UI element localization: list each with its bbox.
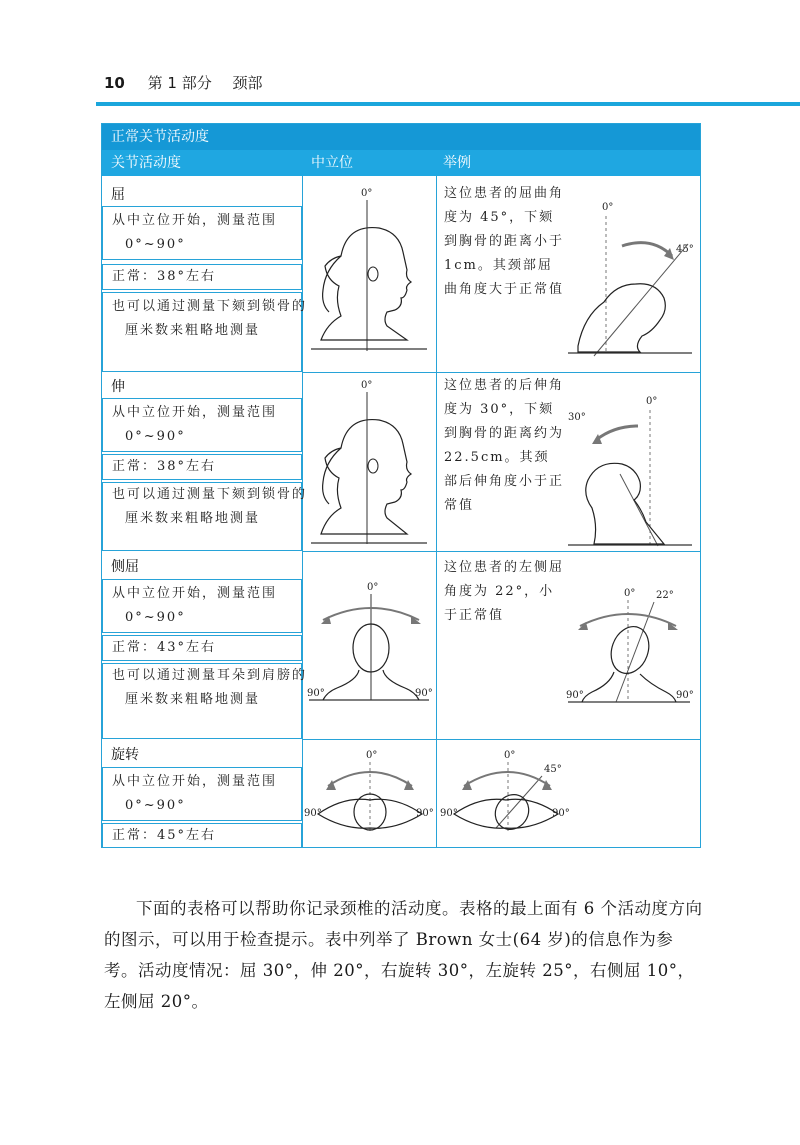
body-paragraph bbox=[104, 893, 704, 1017]
table-header-row bbox=[102, 150, 700, 176]
normal-text: 正常：43°左右 bbox=[112, 640, 217, 655]
example-lateral-flexion-figure bbox=[566, 586, 694, 712]
neutral-extension-figure bbox=[307, 378, 431, 554]
tip-text: 也可以通过测量下颏到锁骨的厘米数来粗略地测量 bbox=[112, 299, 308, 338]
column-header-neutral: 中立位 bbox=[311, 155, 353, 171]
angle-label: 90° bbox=[415, 688, 433, 699]
angle-label: 90° bbox=[304, 808, 322, 819]
measure-cell bbox=[102, 579, 302, 633]
angle-label: 22° bbox=[656, 590, 674, 601]
normal-text: 正常：45°左右 bbox=[112, 828, 217, 843]
tip-text: 也可以通过测量下颏到锁骨的厘米数来粗略地测量 bbox=[112, 487, 308, 526]
example-text: 这位患者的屈曲角度为 45°，下颏到胸骨的距离小于 1cm。其颈部屈曲角度大于正常值 bbox=[444, 186, 565, 297]
normal-cell bbox=[102, 454, 302, 480]
tip-cell bbox=[102, 663, 308, 739]
tip-cell bbox=[102, 482, 308, 551]
range-of-motion-table bbox=[101, 123, 701, 848]
section-label: 第 1 部分 bbox=[147, 74, 212, 92]
angle-label: 90° bbox=[552, 808, 570, 819]
tip-cell bbox=[102, 292, 308, 372]
row-divider bbox=[302, 739, 700, 740]
angle-label: 90° bbox=[307, 688, 325, 699]
neutral-flexion-figure bbox=[307, 186, 431, 370]
angle-label: 30° bbox=[568, 412, 586, 423]
tip-text: 也可以通过测量耳朵到肩膀的厘米数来粗略地测量 bbox=[112, 668, 308, 707]
column-header-motion: 关节活动度 bbox=[111, 155, 181, 171]
measure-cell bbox=[102, 398, 302, 452]
range-text: 0°~90° bbox=[125, 237, 186, 252]
angle-label: 90° bbox=[416, 808, 434, 819]
angle-label: 0° bbox=[361, 188, 373, 199]
normal-cell bbox=[102, 264, 302, 290]
motion-label: 侧屈 bbox=[111, 559, 139, 575]
angle-label: 90° bbox=[676, 690, 694, 701]
angle-label: 90° bbox=[566, 690, 584, 701]
measure-text: 从中立位开始，测量范围 bbox=[112, 213, 278, 228]
angle-label: 0° bbox=[367, 582, 379, 593]
range-text: 0°~90° bbox=[125, 798, 186, 813]
example-rotation-figure bbox=[440, 748, 570, 842]
column-header-example: 举例 bbox=[443, 155, 471, 171]
header-rule bbox=[96, 102, 800, 106]
normal-text: 正常：38°左右 bbox=[112, 459, 217, 474]
range-text: 0°~90° bbox=[125, 429, 186, 444]
angle-label: 45° bbox=[676, 244, 694, 255]
neutral-lateral-flexion-figure bbox=[307, 576, 431, 710]
example-text: 这位患者的后伸角度为 30°，下颏到胸骨的距离约为22.5cm。其颈部后伸角度小于正常值 bbox=[444, 378, 565, 513]
normal-text: 正常：38°左右 bbox=[112, 269, 217, 284]
measure-cell bbox=[102, 206, 302, 260]
motion-label: 伸 bbox=[111, 379, 125, 395]
measure-cell bbox=[102, 767, 302, 821]
table-title: 正常关节活动度 bbox=[102, 124, 700, 150]
normal-cell bbox=[102, 635, 302, 661]
normal-cell bbox=[102, 823, 302, 848]
measure-text: 从中立位开始，测量范围 bbox=[112, 586, 278, 601]
chapter-label: 颈部 bbox=[232, 74, 263, 92]
angle-label: 0° bbox=[624, 588, 636, 599]
measure-text: 从中立位开始，测量范围 bbox=[112, 405, 278, 420]
column-divider bbox=[436, 176, 437, 848]
angle-label: 90° bbox=[440, 808, 458, 819]
angle-label: 45° bbox=[544, 764, 562, 775]
neutral-rotation-figure bbox=[304, 748, 434, 842]
example-flexion-figure bbox=[564, 186, 698, 370]
row-divider bbox=[302, 372, 700, 373]
angle-label: 0° bbox=[361, 380, 373, 391]
example-text: 这位患者的左侧屈角度为 22°，小于正常值 bbox=[444, 560, 565, 623]
example-extension-figure bbox=[564, 386, 698, 556]
paragraph-text: 下面的表格可以帮助你记录颈椎的活动度。表格的最上面有 6 个活动度方向的图示，可以用于检查提示。表中列举了 Brown 女士(64 岁)的信息作为参考。活动度情况：屈 30°，伸 20°，右旋转 30°，左旋转 25°，右侧屈 10°，左侧屈 20°。 bbox=[104, 899, 703, 1011]
angle-label: 0° bbox=[646, 396, 658, 407]
angle-label: 0° bbox=[366, 750, 378, 761]
motion-label: 旋转 bbox=[111, 747, 139, 763]
measure-text: 从中立位开始，测量范围 bbox=[112, 774, 278, 789]
angle-label: 0° bbox=[602, 202, 614, 213]
motion-label: 屈 bbox=[111, 187, 125, 203]
page-number: 10 bbox=[104, 74, 125, 92]
running-header bbox=[104, 72, 263, 93]
range-text: 0°~90° bbox=[125, 610, 186, 625]
angle-label: 0° bbox=[504, 750, 516, 761]
